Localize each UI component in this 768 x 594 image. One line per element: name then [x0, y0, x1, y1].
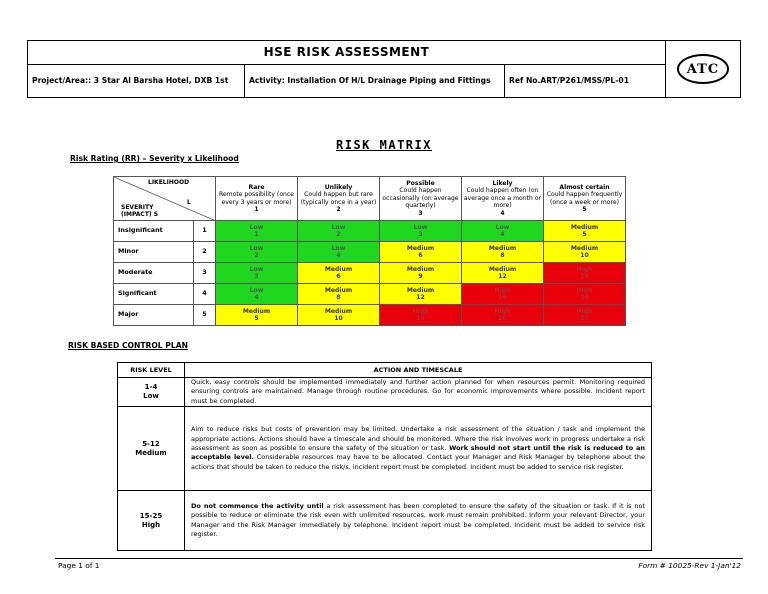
risk-cell [216, 263, 298, 284]
risk-level: Medium [324, 265, 353, 273]
risk-score: 6 [418, 252, 423, 259]
risk-cell [462, 284, 544, 305]
action-text-part: Considerable resources may have to be allocated. Contact your Manager and Risk Manager by telephone about the actions that should be taken to reduce the risk/s. incident report must be completed. Incident must be added to service risk register. [191, 453, 645, 471]
severity-label: Insignificant [114, 221, 194, 242]
risk-score: 25 [580, 315, 589, 322]
likelihood-column-1 [216, 177, 298, 221]
risk-score: 4 [254, 294, 259, 301]
severity-row [114, 305, 626, 326]
form-number: Form # 10025-Rev 1-Jan'12 [638, 561, 741, 570]
likelihood-column-2 [298, 177, 380, 221]
risk-score: 4 [336, 252, 341, 259]
likelihood-desc: Remote possibility (once every 3 years or more) [218, 191, 295, 206]
footer-divider [55, 558, 743, 559]
risk-cell [216, 242, 298, 263]
severity-row [114, 263, 626, 284]
risk-level-name: Medium [135, 448, 167, 457]
control-plan-row [118, 407, 652, 491]
risk-score: 9 [418, 273, 423, 280]
risk-cell [380, 242, 462, 263]
likelihood-num: 4 [500, 209, 505, 217]
severity-row [114, 221, 626, 242]
risk-score: 20 [498, 315, 507, 322]
action-text [185, 407, 652, 491]
risk-cell [298, 305, 380, 326]
risk-level: High [576, 286, 593, 294]
action-text-emphasis: Work should not start until the risk is reduced to an acceptable level. [191, 444, 645, 462]
risk-level: Low [249, 265, 264, 273]
likelihood-desc: Could happen occasionally (on average quarterly) [382, 187, 459, 210]
likelihood-name: Possible [406, 179, 435, 187]
risk-level: Medium [570, 223, 599, 231]
risk-score: 5 [254, 315, 259, 322]
risk-matrix-table [113, 176, 626, 326]
likelihood-column-5 [544, 177, 626, 221]
risk-level: Low [331, 244, 346, 252]
risk-score: 8 [500, 252, 505, 259]
risk-score: 10 [580, 252, 589, 259]
risk-cell [380, 263, 462, 284]
risk-score: 2 [254, 252, 259, 259]
risk-cell [298, 284, 380, 305]
risk-score: 15 [580, 273, 589, 280]
risk-range: 15-25 [139, 511, 163, 520]
risk-score: 20 [580, 294, 589, 301]
risk-level: High [412, 307, 429, 315]
risk-cell [544, 305, 626, 326]
matrix-subtitle: Risk Rating (RR) – Severity x Likelihood [70, 154, 239, 163]
risk-cell [298, 263, 380, 284]
risk-cell [462, 305, 544, 326]
risk-score: 1 [254, 231, 259, 238]
activity: Activity: Installation Of H/L Drainage Piping and Fittings [245, 65, 505, 97]
risk-cell [462, 242, 544, 263]
risk-level: Low [249, 244, 264, 252]
risk-score: 10 [334, 315, 343, 322]
risk-cell [544, 221, 626, 242]
likelihood-l-label: L [187, 199, 191, 206]
action-text [185, 491, 652, 551]
risk-cell [216, 284, 298, 305]
likelihood-label: LIKELIHOOD [148, 179, 190, 186]
severity-num: 5 [194, 305, 216, 326]
risk-level-cell [118, 407, 185, 491]
logo-mark: ATC [677, 54, 729, 84]
risk-level: Medium [488, 244, 517, 252]
risk-level: High [494, 307, 511, 315]
risk-level: Medium [406, 244, 435, 252]
severity-row [114, 284, 626, 305]
severity-num: 2 [194, 242, 216, 263]
risk-level: Medium [406, 265, 435, 273]
risk-cell [544, 284, 626, 305]
risk-score: 12 [498, 273, 507, 280]
risk-level-name: Low [143, 392, 159, 401]
risk-level-header: RISK LEVEL [118, 363, 185, 378]
document-header [27, 40, 741, 98]
action-text [185, 378, 652, 407]
risk-score: 2 [336, 231, 341, 238]
severity-label: Moderate [114, 263, 194, 284]
likelihood-desc: Could happen but rare (typically once in a year) [300, 191, 377, 206]
risk-score: 5 [582, 231, 587, 238]
severity-label: Significant [114, 284, 194, 305]
matrix-title: RISK MATRIX [336, 138, 432, 152]
action-text-part: Aim to reduce risks but costs of prevention may be limited. Undertake a risk assessment of the situation / task and implement the appropriate actions. Actions should have a timescale and should be monitored. Where the risk involves work in progress undertake a risk assessment as soon as possible to ensure the safety of the situation or task. [191, 425, 645, 453]
risk-cell [462, 263, 544, 284]
risk-score: 3 [254, 273, 259, 280]
risk-score: 12 [416, 294, 425, 301]
action-text-part: Quick, easy controls should be implemented immediately and further action planned for when resources permit. Monitoring required ensuring controls are maintained. Manage through routine procedures. Go for economic improvements where possible. Incident report must be completed. [191, 378, 645, 405]
risk-score: 15 [416, 315, 425, 322]
document-title: HSE RISK ASSESSMENT [28, 41, 666, 65]
risk-level-cell [118, 491, 185, 551]
risk-score: 8 [336, 294, 341, 301]
severity-row [114, 242, 626, 263]
reference-number: Ref No.ART/P261/MSS/PL-01 [505, 65, 666, 97]
likelihood-column-3 [380, 177, 462, 221]
risk-level-cell [118, 378, 185, 407]
severity-label: Minor [114, 242, 194, 263]
risk-level: Low [331, 223, 346, 231]
likelihood-desc: Could happen often (on average once a month or more) [463, 187, 542, 210]
control-plan-title: RISK BASED CONTROL PLAN [68, 341, 188, 350]
risk-level-name: High [141, 520, 161, 529]
risk-range: 5-12 [142, 439, 160, 448]
severity-num: 3 [194, 263, 216, 284]
action-text-emphasis: Do not commence the activity until [191, 501, 324, 510]
risk-level: Low [413, 223, 428, 231]
likelihood-num: 2 [336, 205, 341, 213]
risk-score: 6 [336, 273, 341, 280]
risk-level: High [576, 265, 593, 273]
severity-label: SEVERITY (IMPACT) S [121, 204, 159, 218]
risk-cell [544, 242, 626, 263]
risk-score: 4 [500, 231, 505, 238]
risk-score: 16 [498, 294, 507, 301]
risk-level: Medium [406, 286, 435, 294]
risk-cell [380, 305, 462, 326]
risk-level: Medium [242, 307, 271, 315]
page-number: Page 1 of 1 [58, 561, 100, 570]
control-plan-table [117, 362, 652, 551]
risk-cell [216, 305, 298, 326]
likelihood-num: 1 [254, 205, 259, 213]
risk-level: Low [249, 223, 264, 231]
risk-level: Medium [570, 244, 599, 252]
severity-num: 4 [194, 284, 216, 305]
risk-level: Low [495, 223, 510, 231]
action-text-part: a risk assessment has been completed to ensure the safety of the situation or task. If it is not possible to reduce or eliminate the risk even with unlimited resources, work must remain prohibited. Inform your relevant Director, your Manager and the Risk Manager immediately by telephone. Incident report must be completed. Incident must be added to service risk register. [191, 501, 645, 539]
risk-range: 1-4 [144, 383, 158, 392]
severity-num: 1 [194, 221, 216, 242]
risk-cell [298, 242, 380, 263]
likelihood-column-4 [462, 177, 544, 221]
severity-label: Major [114, 305, 194, 326]
risk-level: Medium [488, 265, 517, 273]
risk-cell [380, 221, 462, 242]
control-plan-row [118, 491, 652, 551]
risk-score: 3 [418, 231, 423, 238]
control-plan-row [118, 378, 652, 407]
likelihood-name: Unlikely [324, 183, 353, 191]
likelihood-num: 3 [418, 209, 423, 217]
risk-level: Medium [324, 307, 353, 315]
risk-cell [380, 284, 462, 305]
risk-cell [216, 221, 298, 242]
risk-cell [544, 263, 626, 284]
risk-cell [298, 221, 380, 242]
risk-level: Medium [324, 286, 353, 294]
risk-level: Low [249, 286, 264, 294]
risk-level: High [494, 286, 511, 294]
company-logo [666, 41, 740, 97]
matrix-corner [114, 177, 216, 221]
project-area: Project/Area:: 3 Star Al Barsha Hotel, DXB 1st [28, 65, 245, 97]
action-timescale-header: ACTION AND TIMESCALE [185, 363, 652, 378]
likelihood-desc: Could happen frequently (once a week or more) [546, 191, 623, 206]
likelihood-num: 5 [582, 205, 587, 213]
likelihood-name: Likely [492, 179, 513, 187]
likelihood-name: Rare [248, 183, 265, 191]
risk-cell [462, 221, 544, 242]
risk-level: High [576, 307, 593, 315]
likelihood-name: Almost certain [559, 183, 610, 191]
